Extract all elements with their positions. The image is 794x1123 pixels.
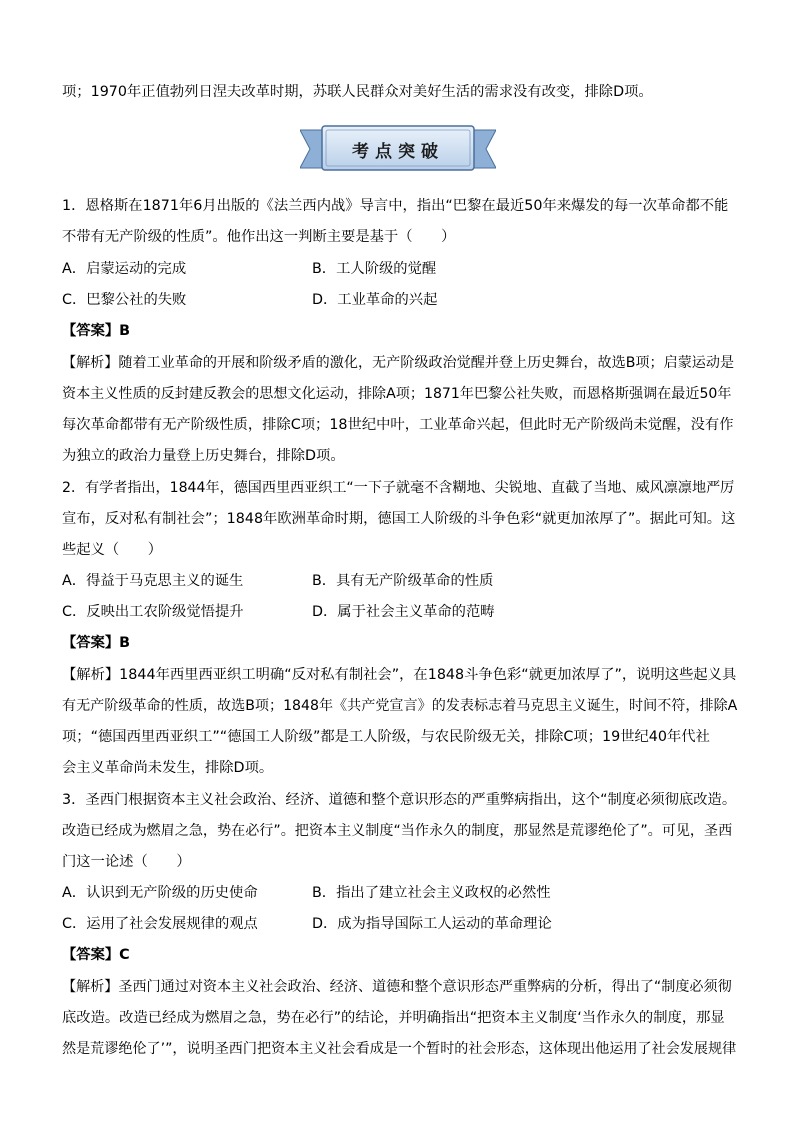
- question-3-stem-line: 改造已经成为燃眉之急，势在必行”。把资本主义制度“当作永久的制度，那显然是荒谬绝伦了”。可见，圣西: [62, 823, 733, 839]
- question-2-analysis-line: 有无产阶级革命的性质，故选B项；1848年《共产党宣言》的发表标志着马克思主义诞生，时间不符，排除A: [62, 698, 738, 714]
- question-1-analysis-line: 【解析】随着工业革命的开展和阶级矛盾的激化，无产阶级政治觉醒并登上历史舞台，故选B项；启蒙运动是: [62, 355, 735, 371]
- question-1-answer: 【答案】B: [62, 323, 131, 339]
- option-b: B．具有无产阶级革命的性质: [312, 573, 494, 589]
- question-2-answer: 【答案】B: [62, 635, 131, 651]
- option-a: A．认识到无产阶级的历史使命: [62, 885, 258, 901]
- question-2-stem-line: 宣布，反对私有制社会”；1848年欧洲革命时期，德国工人阶级的斗争色彩“就更加浓厚了”。据此可知。这: [62, 511, 736, 527]
- question-3-analysis-line: 然是荒谬绝伦了’”，说明圣西门把资本主义社会看成是一个暂时的社会形态，这体现出他运用了社会发展规律: [62, 1041, 737, 1057]
- question-1-analysis-line: 每次革命都带有无产阶级性质，排除C项；18世纪中叶，工业革命兴起，但此时无产阶级尚未觉醒，没有作: [62, 417, 734, 433]
- question-1-stem-line: 不带有无产阶级的性质”。他作出这一判断主要是基于（ ）: [62, 229, 456, 245]
- question-1-analysis-line: 资本主义性质的反封建反教会的思想文化运动，排除A项；1871年巴黎公社失败，而恩格斯强调在最近50年: [62, 386, 732, 402]
- question-3-stem-line: 3．圣西门根据资本主义社会政治、经济、道德和整个意识形态的严重弊病指出，这个“制度必须彻底改造。: [62, 792, 737, 808]
- question-3-answer: 【答案】C: [62, 947, 130, 963]
- option-c: C．反映出工农阶级觉悟提升: [62, 604, 244, 620]
- option-b: B．指出了建立社会主义政权的必然性: [312, 885, 551, 901]
- option-d: D．工业革命的兴起: [312, 292, 438, 308]
- continued-text: 项；1970年正值勃列日涅夫改革时期，苏联人民群众对美好生活的需求没有改变，排除D项。: [62, 84, 653, 100]
- question-3-analysis-line: 底改造。改造已经成为燃眉之急，势在必行”的结论，并明确指出“把资本主义制度‘当作永久的制度，那显: [62, 1010, 725, 1026]
- option-b: B．工人阶级的觉醒: [312, 261, 437, 277]
- question-1-analysis-line: 为独立的政治力量登上历史舞台，排除D项。: [62, 448, 345, 464]
- question-1-stem-line: 1．恩格斯在1871年6月出版的《法兰西内战》导言中，指出“巴黎在最近50年来爆发的每一次革命都不能: [62, 198, 729, 214]
- question-3-analysis-line: 【解析】圣西门通过对资本主义社会政治、经济、道德和整个意识形态严重弊病的分析，得出了“制度必须彻: [62, 979, 732, 995]
- question-2-stem-line: 2．有学者指出，1844年，德国西里西亚织工“一下子就毫不含糊地、尖锐地、直截了当地、威风凛凛地严厉: [62, 480, 735, 496]
- option-d: D．成为指导国际工人运动的革命理论: [312, 916, 552, 932]
- option-c: C．运用了社会发展规律的观点: [62, 916, 258, 932]
- banner-title: 考点突破: [352, 142, 444, 162]
- question-2-analysis-line: 【解析】1844年西里西亚织工明确“反对私有制社会”，在1848斗争色彩“就更加浓厚了”，说明这些起义具: [62, 667, 737, 683]
- question-2-analysis-line: 项；“德国西里西亚织工”“德国工人阶级”都是工人阶级，与农民阶级无关，排除C项；19世纪40年代社: [62, 729, 710, 745]
- question-2-analysis-line: 会主义革命尚未发生，排除D项。: [62, 760, 274, 776]
- question-3-stem-line: 门这一论述（ ）: [62, 854, 191, 870]
- section-banner: [300, 124, 496, 174]
- option-a: A．启蒙运动的完成: [62, 261, 187, 277]
- option-c: C．巴黎公社的失败: [62, 292, 187, 308]
- option-a: A．得益于马克思主义的诞生: [62, 573, 244, 589]
- option-d: D．属于社会主义革命的范畴: [312, 604, 495, 620]
- question-2-stem-line: 些起义（ ）: [62, 542, 163, 558]
